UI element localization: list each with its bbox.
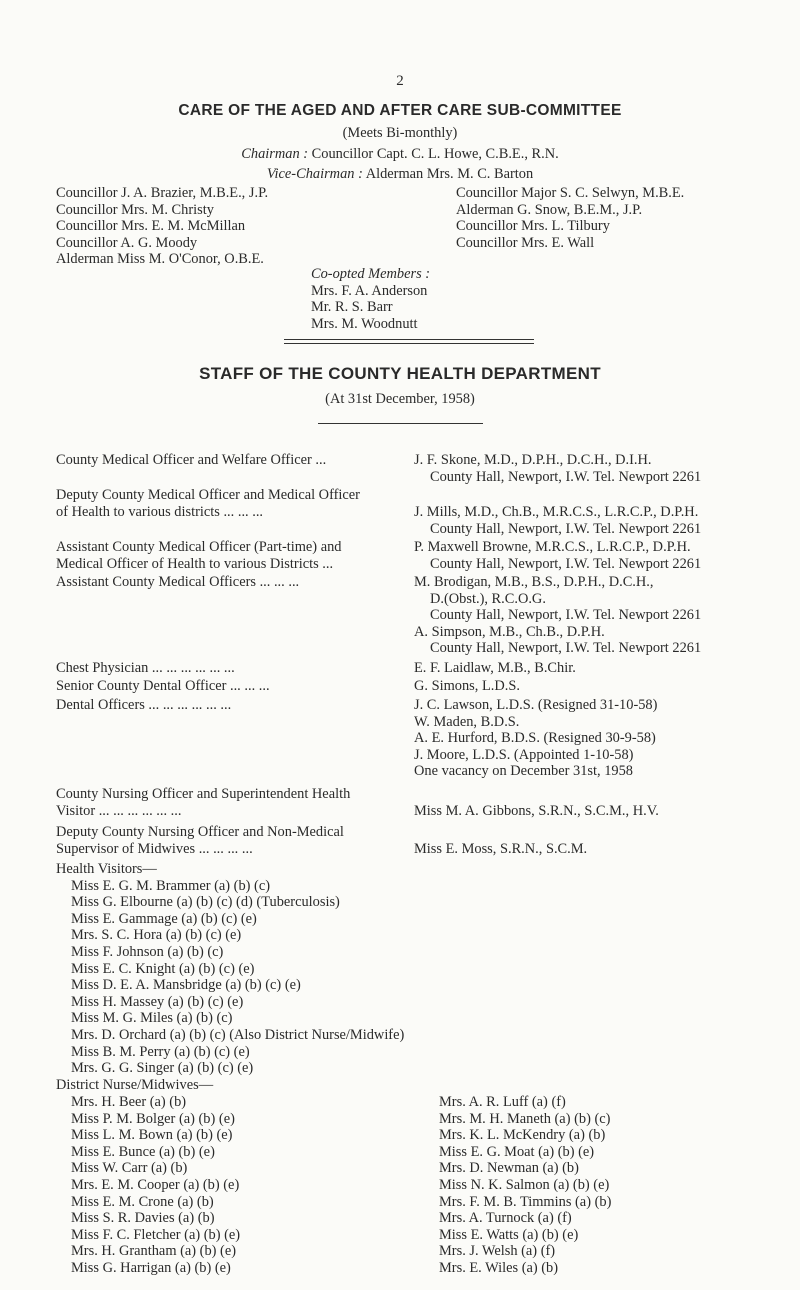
text-line: A. Simpson, M.B., Ch.B., D.P.H. bbox=[414, 623, 605, 640]
divider bbox=[284, 339, 534, 340]
district-left bbox=[71, 1094, 240, 1277]
staff-title: STAFF OF THE COUNTY HEALTH DEPARTMENT bbox=[199, 364, 601, 383]
text-line: Medical Officer of Health to various Districts ... bbox=[56, 555, 334, 572]
text-line: G. Simons, L.D.S. bbox=[414, 678, 520, 694]
district-nurse: Miss G. Harrigan (a) (b) (e) bbox=[71, 1259, 231, 1276]
staff-name bbox=[414, 697, 657, 780]
district-nurse: Miss W. Carr (a) (b) bbox=[71, 1160, 188, 1177]
staff-name bbox=[414, 452, 701, 485]
district-right bbox=[439, 1094, 611, 1277]
health-visitor: Mrs. D. Orchard (a) (b) (c) (Also District Nurse/Midwife) bbox=[71, 1026, 405, 1043]
health-visitor: Mrs. G. G. Singer (a) (b) (c) (e) bbox=[71, 1060, 254, 1077]
coopted-member: Mr. R. S. Barr bbox=[311, 299, 393, 316]
text-line: Dental Officers ... ... ... ... ... ... bbox=[56, 697, 232, 713]
health-visitor: Miss E. C. Knight (a) (b) (c) (e) bbox=[71, 960, 255, 977]
district-nurse: Mrs. M. H. Maneth (a) (b) (c) bbox=[439, 1110, 611, 1127]
district-nurse: Mrs. A. Turnock (a) (f) bbox=[439, 1210, 572, 1227]
member: Councillor Mrs. E. M. McMillan bbox=[56, 218, 246, 235]
text-line: P. Maxwell Browne, M.R.C.S., L.R.C.P., D.P.H. bbox=[414, 539, 691, 555]
text-line: Assistant County Medical Officer (Part-time) and bbox=[56, 539, 342, 555]
text-line: County Medical Officer and Welfare Officer ... bbox=[56, 452, 327, 468]
staff-name bbox=[414, 678, 520, 695]
text-line: Visitor ... ... ... ... ... ... bbox=[56, 802, 182, 819]
vice-chairman-label: Vice-Chairman : bbox=[266, 166, 363, 182]
member: Councillor Mrs. E. Wall bbox=[456, 234, 595, 251]
staff-role bbox=[56, 678, 270, 695]
text-line: District Nurse/Midwives— bbox=[56, 1077, 214, 1093]
text-line: One vacancy on December 31st, 1958 bbox=[414, 763, 633, 780]
text-line: J. F. Skone, M.D., D.P.H., D.C.H., D.I.H. bbox=[414, 452, 652, 468]
chairman-line bbox=[0, 146, 800, 163]
member: Alderman G. Snow, B.E.M., J.P. bbox=[456, 201, 643, 218]
district-nurse: Mrs. H. Grantham (a) (b) (e) bbox=[71, 1243, 237, 1260]
health-visitor: Miss E. G. M. Brammer (a) (b) (c) bbox=[71, 877, 271, 894]
text-line: County Hall, Newport, I.W. Tel. Newport 2261 bbox=[430, 607, 702, 624]
divider bbox=[284, 343, 534, 344]
district-nurse: Mrs. E. Wiles (a) (b) bbox=[439, 1259, 559, 1276]
district-nurse: Mrs. A. R. Luff (a) (f) bbox=[439, 1094, 566, 1110]
staff-name bbox=[414, 803, 659, 820]
members-right bbox=[456, 185, 684, 251]
text-line: County Hall, Newport, I.W. Tel. Newport 2261 bbox=[430, 520, 702, 537]
health-visitor: Miss H. Massey (a) (b) (c) (e) bbox=[71, 993, 244, 1010]
district-nurse: Miss S. R. Davies (a) (b) bbox=[71, 1210, 215, 1227]
health-visitors-label: Health Visitors— bbox=[56, 861, 157, 877]
text-line: Deputy County Medical Officer and Medical Officer bbox=[56, 487, 360, 503]
chairman-name: Councillor Capt. C. L. Howe, C.B.E., R.N. bbox=[311, 146, 559, 162]
health-visitor: Miss G. Elbourne (a) (b) (c) (d) (Tuberculosis) bbox=[71, 894, 340, 911]
text-line: County Nursing Officer and Superintendent Health bbox=[56, 786, 351, 802]
district-nurse: Miss E. Watts (a) (b) (e) bbox=[439, 1226, 579, 1243]
coopted-member: Mrs. F. A. Anderson bbox=[311, 282, 428, 299]
committee-title: CARE OF THE AGED AND AFTER CARE SUB-COMMITTEE bbox=[178, 102, 622, 119]
text-line: J. Mills, M.D., Ch.B., M.R.C.S., L.R.C.P., D.P.H. bbox=[414, 504, 699, 520]
text-line: County Hall, Newport, I.W. Tel. Newport 2261 bbox=[430, 555, 702, 572]
health-visitor: Mrs. S. C. Hora (a) (b) (c) (e) bbox=[71, 927, 242, 944]
page-number: 2 bbox=[396, 73, 404, 89]
district-nurse: Miss P. M. Bolger (a) (b) (e) bbox=[71, 1110, 235, 1127]
member: Councillor A. G. Moody bbox=[56, 234, 198, 251]
district-nurse: Mrs. K. L. McKendry (a) (b) bbox=[439, 1127, 606, 1144]
member: Alderman Miss M. O'Conor, O.B.E. bbox=[56, 251, 264, 268]
district-nurse: Miss L. M. Bown (a) (b) (e) bbox=[71, 1127, 233, 1144]
staff-role bbox=[56, 574, 299, 591]
member: Councillor Mrs. L. Tilbury bbox=[456, 218, 610, 235]
staff-role bbox=[56, 824, 344, 857]
text-line: J. C. Lawson, L.D.S. (Resigned 31-10-58) bbox=[414, 697, 658, 713]
text-line: A. E. Hurford, B.D.S. (Resigned 30-9-58) bbox=[414, 730, 656, 747]
district-nurse: Mrs. E. M. Cooper (a) (b) (e) bbox=[71, 1176, 240, 1193]
text-line: D.(Obst.), R.C.O.G. bbox=[430, 590, 546, 607]
district-nurse: Miss N. K. Salmon (a) (b) (e) bbox=[439, 1176, 610, 1193]
text-line: E. F. Laidlaw, M.B., B.Chir. bbox=[414, 660, 576, 676]
text-line: Miss E. Moss, S.R.N., S.C.M. bbox=[414, 841, 588, 857]
staff-name bbox=[414, 539, 701, 572]
member: Councillor Mrs. M. Christy bbox=[56, 201, 214, 218]
district-nurse: Mrs. J. Welsh (a) (f) bbox=[439, 1243, 556, 1260]
district-nurse: Miss E. G. Moat (a) (b) (e) bbox=[439, 1143, 595, 1160]
district-nurse: Mrs. D. Newman (a) (b) bbox=[439, 1160, 579, 1177]
staff-role bbox=[56, 487, 360, 520]
staff-name bbox=[414, 574, 701, 657]
staff-role bbox=[56, 786, 350, 819]
health-visitors bbox=[56, 861, 404, 1077]
text-line: Senior County Dental Officer ... ... ... bbox=[56, 678, 270, 694]
staff-role bbox=[56, 697, 231, 714]
vice-chairman-line bbox=[0, 166, 800, 183]
staff-name bbox=[414, 841, 587, 858]
staff-role bbox=[56, 660, 235, 677]
district-nurse: Mrs. H. Beer (a) (b) bbox=[71, 1094, 187, 1110]
coopted-member: Mrs. M. Woodnutt bbox=[311, 315, 418, 332]
vice-chairman-name: Alderman Mrs. M. C. Barton bbox=[365, 166, 534, 182]
district-label bbox=[56, 1077, 213, 1094]
staff-name bbox=[414, 504, 701, 537]
text-line: Assistant County Medical Officers ... ... ... bbox=[56, 574, 300, 590]
text-line: County Hall, Newport, I.W. Tel. Newport 2261 bbox=[430, 468, 702, 485]
health-visitor: Miss B. M. Perry (a) (b) (c) (e) bbox=[71, 1043, 250, 1060]
text-line: J. Moore, L.D.S. (Appointed 1-10-58) bbox=[414, 746, 634, 763]
district-nurse: Miss F. C. Fletcher (a) (b) (e) bbox=[71, 1226, 241, 1243]
district-nurse: Mrs. F. M. B. Timmins (a) (b) bbox=[439, 1193, 612, 1210]
health-visitor: Miss D. E. A. Mansbridge (a) (b) (c) (e) bbox=[71, 977, 301, 994]
text-line: Supervisor of Midwives ... ... ... ... bbox=[56, 840, 253, 857]
district-nurse: Miss E. M. Crone (a) (b) bbox=[71, 1193, 214, 1210]
members-left bbox=[56, 185, 268, 268]
text-line: County Hall, Newport, I.W. Tel. Newport 2261 bbox=[430, 640, 702, 657]
staff-name bbox=[414, 660, 576, 677]
text-line: Deputy County Nursing Officer and Non-Medical bbox=[56, 824, 344, 840]
text-line: Miss M. A. Gibbons, S.R.N., S.C.M., H.V. bbox=[414, 803, 659, 819]
health-visitor: Miss M. G. Miles (a) (b) (c) bbox=[71, 1010, 233, 1027]
health-visitor: Miss F. Johnson (a) (b) (c) bbox=[71, 943, 224, 960]
staff-date: (At 31st December, 1958) bbox=[325, 391, 475, 407]
text-line: M. Brodigan, M.B., B.S., D.P.H., D.C.H., bbox=[414, 574, 654, 590]
divider bbox=[318, 423, 483, 424]
district-nurse: Miss E. Bunce (a) (b) (e) bbox=[71, 1143, 215, 1160]
staff-role bbox=[56, 539, 341, 572]
chairman-label: Chairman : bbox=[241, 146, 309, 162]
coopted-members bbox=[311, 266, 430, 332]
committee-meets: (Meets Bi-monthly) bbox=[342, 125, 458, 141]
member: Councillor Major S. C. Selwyn, M.B.E. bbox=[456, 185, 685, 201]
member: Councillor J. A. Brazier, M.B.E., J.P. bbox=[56, 185, 269, 201]
health-visitor: Miss E. Gammage (a) (b) (c) (e) bbox=[71, 910, 257, 927]
coopted-label: Co-opted Members : bbox=[311, 266, 431, 282]
text-line: W. Maden, B.D.S. bbox=[414, 713, 520, 730]
staff-role bbox=[56, 452, 326, 469]
text-line: Chest Physician ... ... ... ... ... ... bbox=[56, 660, 235, 676]
text-line: of Health to various districts ... ... ... bbox=[56, 503, 264, 520]
